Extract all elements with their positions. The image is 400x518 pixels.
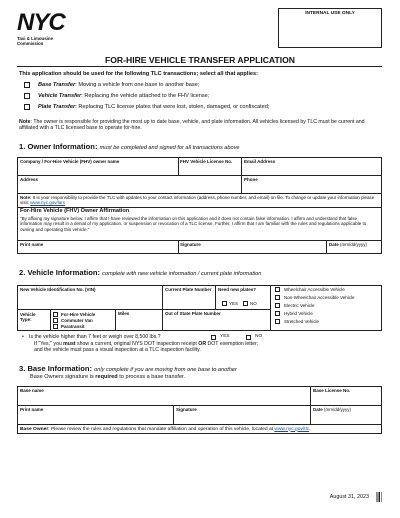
base-row-divider bbox=[17, 405, 382, 406]
footer-date: August 31, 2023 bbox=[329, 494, 369, 500]
barcode-marks bbox=[376, 492, 382, 502]
base-date-field[interactable] bbox=[311, 413, 381, 423]
date-hint: (mm/dd/yyyy) bbox=[340, 242, 368, 247]
height-bullet: • bbox=[22, 334, 24, 340]
option-desc: : Replacing TLC license plates that were lost, stolen, damaged, or confiscated; bbox=[75, 104, 270, 110]
height-no-label: NO bbox=[255, 334, 263, 339]
req-b: show a current, original NYS DOT inspection receipt bbox=[75, 341, 199, 347]
req-a: If "Yes," you bbox=[34, 341, 64, 347]
title-rule bbox=[17, 66, 382, 67]
address-field[interactable] bbox=[18, 183, 240, 192]
print-name-label: Print name bbox=[20, 242, 44, 247]
need-new-plates-label: Need new plates? bbox=[218, 287, 257, 292]
email-label: Email Address bbox=[244, 159, 276, 164]
base-transfer-checkbox[interactable] bbox=[24, 82, 30, 88]
height-question: Is the vehicle higher than 7 feet or weigh over 8,500 lbs.? bbox=[29, 334, 161, 340]
internal-use-label: INTERNAL USE ONLY bbox=[305, 11, 355, 16]
heading-note: complete with new vehicle information / current plate information bbox=[102, 271, 262, 277]
out-of-state-plate-field[interactable] bbox=[163, 317, 269, 330]
agency-line-1: Taxi & Limousine bbox=[17, 36, 54, 41]
height-no-checkbox[interactable] bbox=[246, 335, 251, 340]
note-text: : The owner is responsible for providing the most up to date base, vehicle, and plate information. All vehicles licensed by TLC must be current and affiliated with a TLC licensed base to operate for-hire. bbox=[19, 119, 365, 132]
new-plates-yes-label: YES bbox=[229, 301, 239, 306]
heading-note: only complete if you are moving from one base to another bbox=[94, 367, 237, 373]
new-plates-no-label: NO bbox=[250, 301, 257, 306]
lars-link[interactable]: www.nyc.gov/lars bbox=[30, 200, 66, 206]
stretched-vehicle-checkbox[interactable] bbox=[275, 319, 280, 324]
non-wav-checkbox[interactable] bbox=[275, 295, 280, 300]
paratransit-label: Paratransit bbox=[61, 324, 85, 329]
base-date-label bbox=[313, 407, 351, 412]
base-license-field[interactable] bbox=[311, 394, 381, 404]
sub-a: Base Owners signature is bbox=[30, 374, 96, 380]
agency-line-2: Commission bbox=[17, 41, 44, 47]
vehicle-col-divider bbox=[215, 285, 216, 309]
base-signature-field[interactable] bbox=[174, 413, 309, 423]
option-desc: : Replacing the vehicle attached to the FHV license; bbox=[81, 93, 210, 99]
intro-note bbox=[19, 119, 381, 132]
owner-signature-field[interactable] bbox=[179, 247, 325, 253]
owner-text: : Please review the rules and regulations that mandate affiliation and operation of this vehicle, located at bbox=[48, 426, 275, 432]
heading-text: 3. Base Information: bbox=[19, 364, 92, 373]
fhv-license-label: FHV Vehicle License No. bbox=[180, 159, 233, 164]
new-plates-no-checkbox[interactable] bbox=[243, 301, 248, 306]
vehicle-type-label: Vehicle Type: bbox=[20, 312, 36, 323]
date-text: Date bbox=[313, 407, 323, 412]
req-must: must bbox=[63, 341, 76, 347]
base-name-label: Base name bbox=[20, 388, 44, 393]
note-label: Note: bbox=[20, 195, 32, 200]
req-or: OR bbox=[198, 341, 207, 347]
affirmation-title: For-Hire Vehicle (FHV) Owner Affirmation bbox=[20, 208, 130, 214]
email-field[interactable] bbox=[242, 165, 381, 174]
sub-b: to process a base transfer. bbox=[117, 374, 186, 380]
option-name: Base Transfer bbox=[38, 82, 76, 88]
hybrid-vehicle-label: Hybrid Vehicle bbox=[284, 310, 313, 316]
intro-instruction: This application should be used for the following TLC transactions; select all that applies: bbox=[19, 71, 259, 77]
owner-row-divider bbox=[17, 175, 382, 176]
base-name-field[interactable] bbox=[18, 394, 309, 404]
stretched-vehicle-label: Stretched Vehicle bbox=[284, 318, 320, 324]
height-yes-checkbox[interactable] bbox=[211, 335, 216, 340]
base-section-heading bbox=[19, 364, 237, 373]
hybrid-vehicle-checkbox[interactable] bbox=[275, 311, 280, 316]
wav-checkbox[interactable] bbox=[275, 287, 280, 292]
base-row-divider bbox=[17, 424, 382, 425]
req-c: DOT exemption letter; bbox=[206, 341, 259, 347]
vin-field[interactable] bbox=[18, 294, 161, 308]
owner-print-name-field[interactable] bbox=[18, 247, 177, 253]
note-label: Note bbox=[19, 119, 31, 125]
option-name: Vehicle Transfer bbox=[38, 93, 82, 99]
out-of-state-plate-label: Out of State Plate Number bbox=[165, 311, 221, 316]
heading-text: 2. Vehicle Information: bbox=[19, 268, 101, 277]
date-hint: (mm/dd/yyyy) bbox=[324, 407, 352, 412]
height-requirement-line2: and the vehicle must pass a visual inspection at a TLC inspection facility. bbox=[34, 347, 201, 353]
owner-section-heading bbox=[19, 142, 240, 151]
address-label: Address bbox=[20, 177, 39, 182]
base-subtext bbox=[30, 374, 185, 380]
fhv-license-field[interactable] bbox=[179, 165, 240, 174]
vehicle-col-divider bbox=[270, 285, 271, 331]
plate-transfer-checkbox[interactable] bbox=[24, 104, 30, 110]
vehicle-transfer-checkbox[interactable] bbox=[24, 93, 30, 99]
contact-update-note bbox=[20, 195, 380, 206]
phone-label: Phone bbox=[244, 177, 258, 182]
vehicle-section-heading bbox=[19, 268, 261, 277]
owner-row-divider bbox=[17, 240, 382, 241]
tlc-link[interactable]: www.nyc.gov/tlc bbox=[274, 426, 310, 432]
for-hire-vehicle-label: For-Hire Vehicle bbox=[61, 312, 96, 317]
option-desc: : Moving a vehicle from one base to another base; bbox=[75, 82, 200, 88]
vehicle-transfer-option bbox=[38, 93, 209, 99]
nyc-logo: NYC bbox=[17, 9, 65, 36]
vehicle-col-divider bbox=[50, 309, 51, 331]
current-plate-label: Current Plate Number bbox=[165, 287, 212, 292]
sub-required: required bbox=[95, 374, 118, 380]
form-title: FOR-HIRE VEHICLE TRANSFER APPLICATION bbox=[104, 55, 296, 65]
heading-text: 1. Owner Information: bbox=[19, 142, 98, 151]
option-name: Plate Transfer bbox=[38, 104, 76, 110]
wav-label: Wheelchair Accessible Vehicle bbox=[284, 286, 345, 292]
vin-label: New Vehicle Identification No. (VIN) bbox=[20, 287, 96, 292]
owner-end: . bbox=[309, 426, 311, 432]
owner-name-field[interactable] bbox=[18, 165, 177, 174]
electric-vehicle-label: Electric Vehicle bbox=[284, 302, 315, 308]
heading-note: must be completed and signed for all transactions above bbox=[99, 145, 240, 151]
affirmation-text: "By affixing my signature below, I affirm that I have reviewed the information on this application and it does not contain false information. I affirm and understand that false information may result in a denial of my application, or suspension or revocation of a TLC license. Further, I affirm that I am familiar with the rules and regulations applicable to owning and operating this vehicle." bbox=[20, 216, 367, 232]
base-transfer-option bbox=[38, 82, 199, 88]
agency-name bbox=[17, 36, 53, 47]
vehicle-row-divider bbox=[17, 309, 162, 310]
miles-field[interactable] bbox=[116, 317, 161, 330]
commuter-van-checkbox[interactable] bbox=[53, 318, 58, 323]
electric-vehicle-checkbox[interactable] bbox=[275, 303, 280, 308]
internal-use-box bbox=[278, 8, 382, 48]
base-owner-note bbox=[20, 427, 380, 432]
vehicle-row-divider bbox=[162, 309, 270, 310]
owner-date-field[interactable] bbox=[327, 247, 381, 253]
date-text: Date bbox=[329, 242, 339, 247]
owner-label: Base Owner bbox=[20, 426, 49, 432]
non-wav-label: Non-Wheelchair Accessible Vehicle bbox=[284, 294, 355, 300]
owner-row-divider bbox=[17, 193, 382, 194]
new-plates-yes-checkbox[interactable] bbox=[222, 301, 227, 306]
commuter-van-label: Commuter Van bbox=[61, 318, 93, 323]
base-license-label: Base License No. bbox=[313, 388, 351, 393]
base-print-name-field[interactable] bbox=[18, 413, 172, 423]
signature-label: Signature bbox=[180, 242, 201, 247]
miles-label: Miles bbox=[118, 311, 130, 316]
base-signature-label: Signature bbox=[176, 407, 197, 412]
base-print-name-label: Print name bbox=[20, 407, 44, 412]
plate-transfer-option bbox=[38, 104, 269, 110]
paratransit-checkbox[interactable] bbox=[53, 324, 58, 329]
for-hire-vehicle-checkbox[interactable] bbox=[53, 312, 58, 317]
phone-field[interactable] bbox=[242, 183, 381, 192]
owner-name-label: Company / For-Hire Vehicle (FHV) owner name bbox=[20, 159, 120, 164]
note-text: It is your responsibility to provide the TLC with updates to your contact information (address, phone number, and email) on file. To change or update your information please visit: bbox=[20, 195, 375, 206]
height-yes-label: YES bbox=[220, 334, 230, 339]
